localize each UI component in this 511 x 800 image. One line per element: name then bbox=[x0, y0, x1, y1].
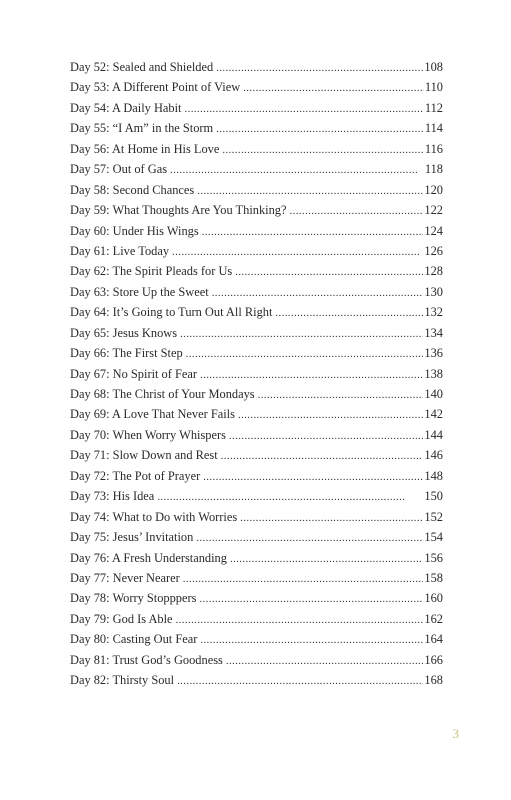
table-of-contents bbox=[70, 57, 443, 691]
dot-leader bbox=[243, 78, 424, 97]
toc-entry-page: 154 bbox=[424, 530, 443, 545]
toc-entry-page: 162 bbox=[424, 611, 443, 626]
toc-entry bbox=[70, 364, 443, 384]
toc-entry-title: Day 57: Out of Gas bbox=[70, 162, 168, 177]
toc-entry bbox=[70, 261, 443, 281]
toc-entry-page: 142 bbox=[424, 407, 443, 422]
dot-leader bbox=[157, 487, 423, 506]
toc-entry bbox=[70, 670, 443, 690]
toc-entry-page: 134 bbox=[424, 325, 443, 340]
toc-entry-page: 152 bbox=[424, 509, 443, 524]
toc-entry-page: 130 bbox=[424, 284, 443, 299]
toc-entry bbox=[70, 527, 443, 547]
dot-leader bbox=[180, 324, 423, 343]
toc-entry bbox=[70, 609, 443, 629]
dot-leader bbox=[200, 365, 423, 384]
dot-leader bbox=[196, 528, 423, 547]
toc-entry-page: 138 bbox=[424, 366, 443, 381]
dot-leader bbox=[186, 344, 424, 363]
dot-leader bbox=[229, 426, 423, 445]
toc-entry bbox=[70, 548, 443, 568]
toc-entry-page: 158 bbox=[424, 570, 443, 585]
toc-entry-title: Day 74: What to Do with Worries bbox=[70, 509, 238, 524]
toc-entry-title: Day 79: God Is Able bbox=[70, 611, 173, 626]
dot-leader bbox=[230, 549, 423, 568]
toc-entry bbox=[70, 200, 443, 220]
toc-entry-title: Day 73: His Idea bbox=[70, 489, 155, 504]
toc-entry bbox=[70, 404, 443, 424]
dot-leader bbox=[199, 589, 423, 608]
toc-entry bbox=[70, 466, 443, 486]
dot-leader bbox=[200, 630, 423, 649]
toc-entry-page: 140 bbox=[424, 387, 443, 401]
toc-entry bbox=[70, 221, 443, 241]
dot-leader bbox=[235, 262, 423, 281]
dot-leader bbox=[172, 242, 423, 261]
toc-entry-page: 110 bbox=[424, 80, 443, 95]
dot-leader bbox=[212, 283, 424, 302]
dot-leader bbox=[258, 385, 424, 404]
dot-leader bbox=[170, 160, 424, 179]
toc-entry-page: 166 bbox=[424, 652, 443, 667]
toc-entry-title: Day 67: No Spirit of Fear bbox=[70, 366, 197, 381]
toc-entry-title: Day 66: The First Step bbox=[70, 346, 183, 361]
dot-leader bbox=[203, 467, 423, 486]
toc-entry-page: 136 bbox=[424, 346, 443, 361]
dot-leader bbox=[197, 181, 423, 200]
toc-entry-title: Day 65: Jesus Knows bbox=[70, 325, 178, 340]
toc-entry-title: Day 72: The Pot of Prayer bbox=[70, 468, 201, 483]
toc-entry bbox=[70, 384, 443, 404]
toc-entry-title: Day 80: Casting Out Fear bbox=[70, 632, 198, 647]
toc-entry bbox=[70, 139, 443, 159]
toc-entry-title: Day 59: What Thoughts Are You Thinking? bbox=[70, 203, 287, 218]
toc-entry-page: 168 bbox=[424, 673, 443, 688]
dot-leader bbox=[275, 303, 423, 322]
dot-leader bbox=[222, 140, 424, 159]
dot-leader bbox=[202, 222, 424, 241]
toc-entry bbox=[70, 57, 443, 77]
dot-leader bbox=[216, 58, 423, 77]
toc-entry-title: Day 52: Sealed and Shielded bbox=[70, 60, 214, 74]
toc-entry-page: 146 bbox=[424, 448, 443, 463]
dot-leader bbox=[185, 99, 424, 118]
toc-entry-title: Day 77: Never Nearer bbox=[70, 570, 180, 585]
toc-entry-page: 112 bbox=[424, 100, 443, 115]
toc-entry-page: 164 bbox=[424, 632, 443, 647]
dot-leader bbox=[290, 201, 424, 220]
dot-leader bbox=[226, 651, 424, 670]
toc-entry-page: 120 bbox=[424, 182, 443, 197]
toc-entry-title: Day 71: Slow Down and Rest bbox=[70, 448, 218, 463]
dot-leader bbox=[238, 405, 423, 424]
toc-entry-title: Day 68: The Christ of Your Mondays bbox=[70, 387, 255, 401]
toc-entry-page: 124 bbox=[424, 223, 443, 238]
toc-entry bbox=[70, 486, 443, 506]
page-number: 3 bbox=[452, 726, 459, 741]
toc-entry-title: Day 69: A Love That Never Fails bbox=[70, 407, 235, 422]
toc-entry-title: Day 53: A Different Point of View bbox=[70, 80, 241, 95]
toc-entry-title: Day 75: Jesus’ Invitation bbox=[70, 530, 194, 545]
toc-entry-page: 122 bbox=[424, 203, 443, 218]
toc-entry bbox=[70, 302, 443, 322]
toc-entry-title: Day 78: Worry Stopppers bbox=[70, 591, 197, 606]
toc-entry bbox=[70, 241, 443, 261]
toc-entry-page: 126 bbox=[424, 243, 443, 258]
toc-entry-page: 156 bbox=[424, 550, 443, 565]
toc-entry-page: 160 bbox=[424, 591, 443, 606]
toc-entry-title: Day 55: “I Am” in the Storm bbox=[70, 121, 214, 136]
toc-entry bbox=[70, 77, 443, 97]
toc-entry bbox=[70, 629, 443, 649]
toc-entry-title: Day 76: A Fresh Understanding bbox=[70, 550, 227, 565]
dot-leader bbox=[240, 508, 423, 527]
toc-entry-page: 114 bbox=[424, 121, 443, 136]
toc-entry bbox=[70, 323, 443, 343]
dot-leader bbox=[221, 446, 424, 465]
toc-entry-page: 108 bbox=[424, 60, 443, 74]
toc-entry-title: Day 58: Second Chances bbox=[70, 182, 195, 197]
toc-entry bbox=[70, 588, 443, 608]
toc-entry bbox=[70, 507, 443, 527]
dot-leader bbox=[183, 569, 424, 588]
toc-entry bbox=[70, 98, 443, 118]
toc-entry-page: 144 bbox=[424, 427, 443, 442]
toc-entry-title: Day 54: A Daily Habit bbox=[70, 100, 182, 115]
toc-entry-title: Day 60: Under His Wings bbox=[70, 223, 199, 238]
toc-entry-page: 118 bbox=[424, 162, 443, 177]
toc-entry-title: Day 81: Trust God’s Goodness bbox=[70, 652, 223, 667]
toc-entry bbox=[70, 650, 443, 670]
dot-leader bbox=[177, 671, 423, 690]
toc-entry bbox=[70, 343, 443, 363]
toc-entry bbox=[70, 425, 443, 445]
toc-entry-page: 128 bbox=[424, 264, 443, 279]
toc-entry-page: 116 bbox=[424, 141, 443, 156]
toc-entry bbox=[70, 282, 443, 302]
dot-leader bbox=[176, 610, 424, 629]
toc-entry bbox=[70, 180, 443, 200]
toc-entry-title: Day 61: Live Today bbox=[70, 243, 170, 258]
toc-entry-title: Day 70: When Worry Whispers bbox=[70, 427, 226, 442]
toc-entry bbox=[70, 568, 443, 588]
toc-entry bbox=[70, 118, 443, 138]
toc-entry-title: Day 56: At Home in His Love bbox=[70, 141, 220, 156]
toc-entry bbox=[70, 445, 443, 465]
toc-entry bbox=[70, 159, 443, 179]
toc-entry-page: 132 bbox=[424, 305, 443, 320]
toc-entry-page: 150 bbox=[424, 489, 443, 504]
toc-entry-title: Day 62: The Spirit Pleads for Us bbox=[70, 264, 233, 279]
toc-entry-title: Day 63: Store Up the Sweet bbox=[70, 284, 209, 299]
toc-entry-title: Day 82: Thirsty Soul bbox=[70, 673, 175, 688]
toc-entry-title: Day 64: It’s Going to Turn Out All Right bbox=[70, 305, 273, 320]
toc-entry-page: 148 bbox=[424, 468, 443, 483]
dot-leader bbox=[216, 119, 424, 138]
